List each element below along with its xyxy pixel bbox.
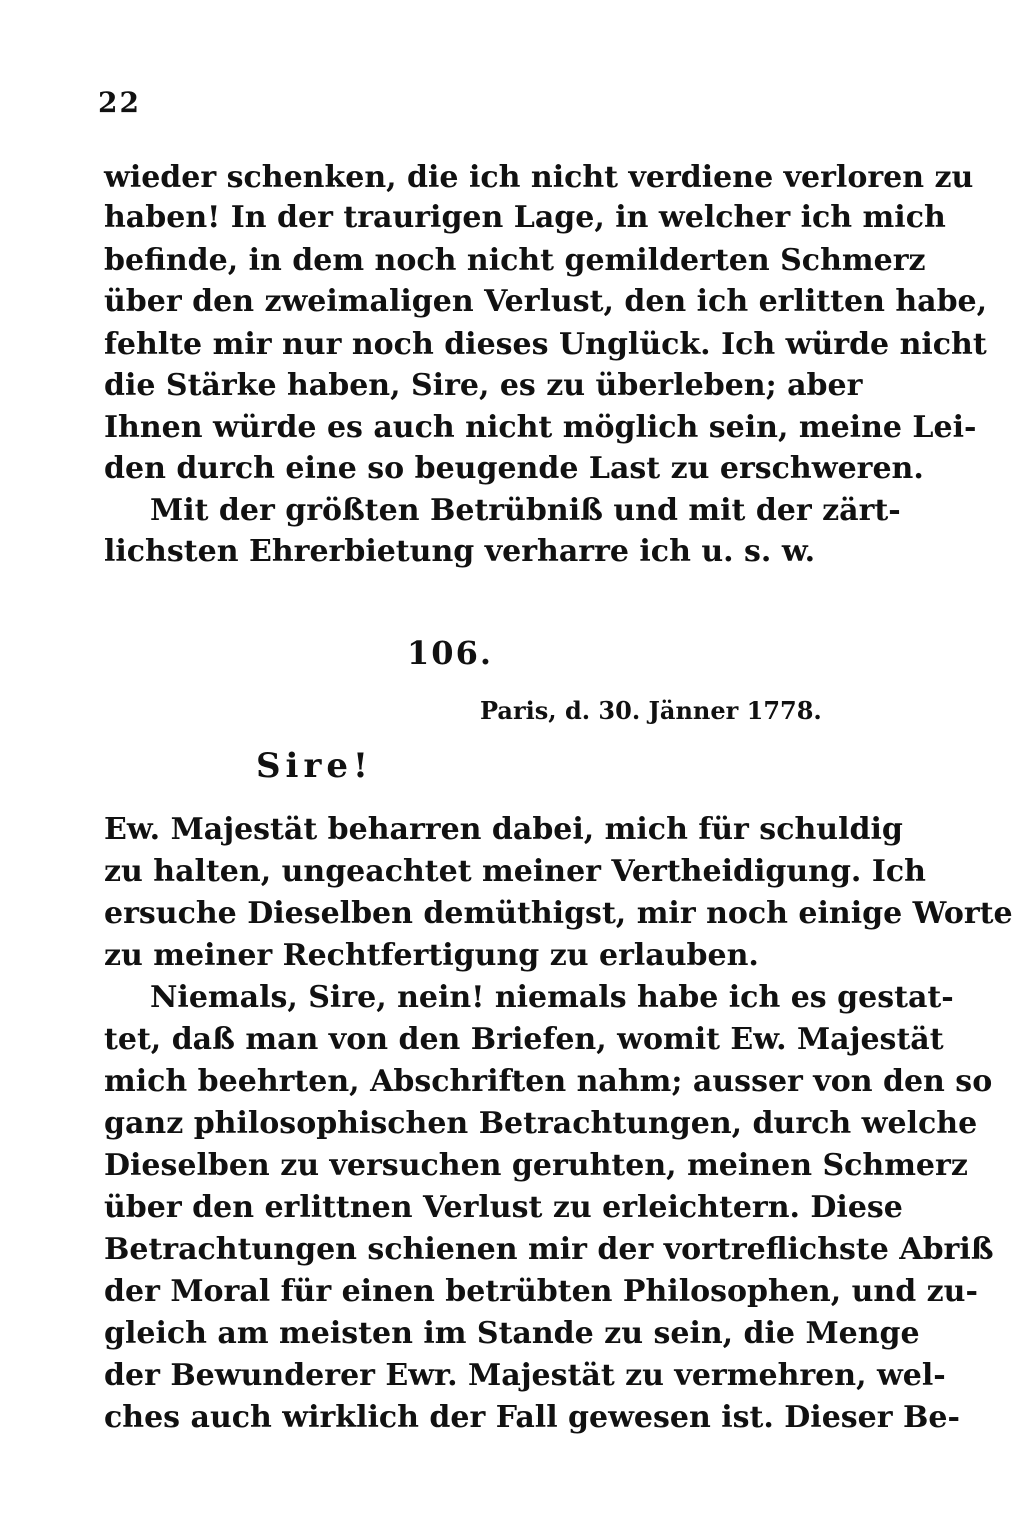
text-line: zu halten, ungeachtet meiner Vertheidigung. Ich <box>104 854 926 889</box>
text-line: den durch eine so beugende Last zu erschweren. <box>104 451 924 486</box>
text-line: mich beehrten, Abschriften nahm; ausser von den so <box>104 1064 993 1099</box>
text-line: der Moral für einen betrübten Philosophen, und zu- <box>104 1274 978 1309</box>
text-line: die Stärke haben, Sire, es zu überleben; aber <box>104 368 863 403</box>
text-line: befinde, in dem noch nicht gemilderten Schmerz <box>104 243 926 278</box>
text-line: haben! In der traurigen Lage, in welcher ich mich <box>104 200 946 235</box>
text-line: Mit der größten Betrübniß und mit der zärt- <box>150 493 901 528</box>
salutation: Sire! <box>256 746 373 786</box>
dateline: Paris, d. 30. Jänner 1778. <box>480 696 822 725</box>
text-line: der Bewunderer Ewr. Majestät zu vermehren, wel- <box>104 1358 946 1393</box>
letter-number: 106. <box>407 634 493 672</box>
text-line: fehlte mir nur noch dieses Unglück. Ich würde nicht <box>104 327 987 362</box>
text-line: Dieselben zu versuchen geruhten, meinen Schmerz <box>104 1148 968 1183</box>
text-line: Betrachtungen schienen mir der vortreflichste Abriß <box>104 1232 994 1267</box>
text-line: Niemals, Sire, nein! niemals habe ich es gestat- <box>150 980 954 1015</box>
text-line: wieder schenken, die ich nicht verdiene verloren zu <box>104 160 974 195</box>
page-number: 22 <box>98 86 141 119</box>
text-line: lichsten Ehrerbietung verharre ich u. s. w. <box>104 534 816 569</box>
text-line: über den erlittnen Verlust zu erleichtern. Diese <box>104 1190 903 1225</box>
text-line: ches auch wirklich der Fall gewesen ist. Dieser Be- <box>104 1400 960 1435</box>
text-line: Ihnen würde es auch nicht möglich sein, meine Lei- <box>104 410 977 445</box>
text-line: gleich am meisten im Stande zu sein, die Menge <box>104 1316 920 1351</box>
text-line: zu meiner Rechtfertigung zu erlauben. <box>104 938 759 973</box>
text-line: ersuche Dieselben demüthigst, mir noch einige Worte <box>104 896 1013 931</box>
text-line: ganz philosophischen Betrachtungen, durch welche <box>104 1106 978 1141</box>
text-line: Ew. Majestät beharren dabei, mich für schuldig <box>104 812 903 847</box>
text-line: über den zweimaligen Verlust, den ich erlitten habe, <box>104 284 988 319</box>
text-line: tet, daß man von den Briefen, womit Ew. Majestät <box>104 1022 944 1057</box>
